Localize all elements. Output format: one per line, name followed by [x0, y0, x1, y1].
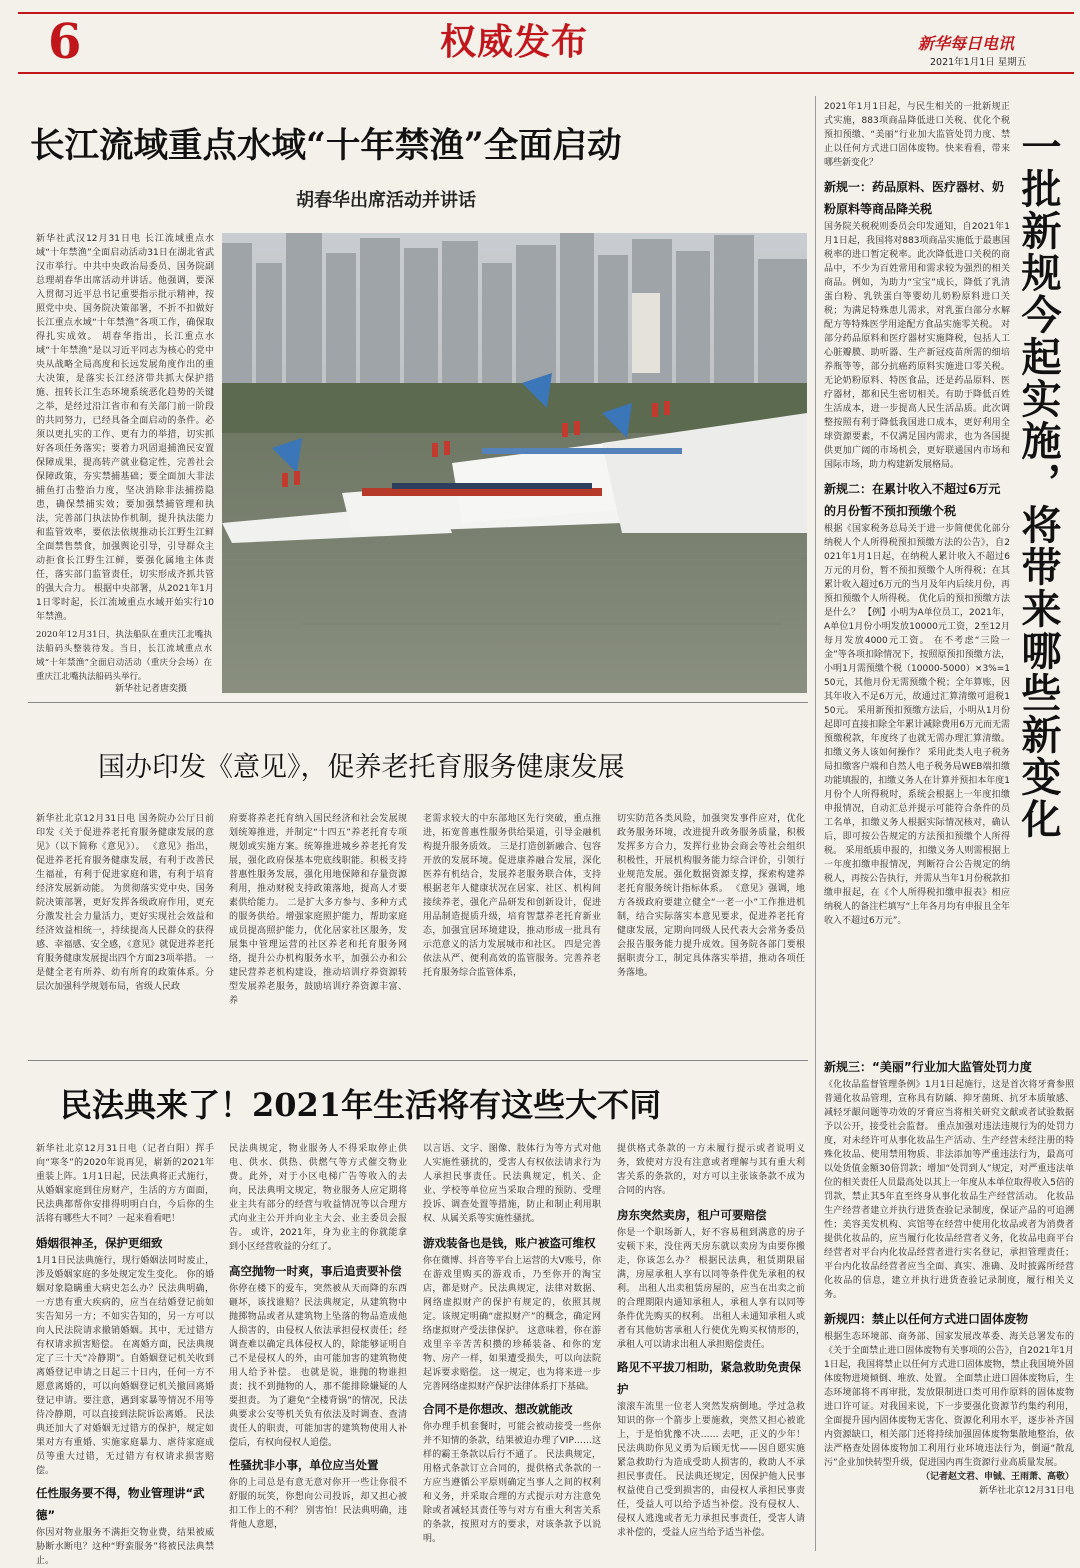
article3-rent-body: 你是一个职场新人，好不容易租到满意的房子安顿下来，没住两天房东就以卖房为由要你搬走，你该怎么办？ 根据民法典，租赁期限届满，房屋承租人享有以同等条件优先承租的权利。 出租人出卖租赁房屋的，应当在出卖之前的合理期限内通知承租人，承租人享有以同等条件优先购买的权利。 出租人未通知承租人或者有其他妨害承租人行使优先购买权情形的，承租人可以请求出租人承担赔偿责任。: [617, 1228, 805, 1350]
sidebar-title: 一批新规今起实施，将带来哪些新变化: [1015, 126, 1062, 840]
article2-col4: 切实防范各类风险，加强突发事件应对，优化政务服务环境，改进提升政务服务质量，积极发挥多方合力，发挥行业协会商会等社会组织积极性，开展机构服务能力综合评价，引领行业规范发展。强化数据资源支撑，探索构建养老托育服务统计指标体系。 《意见》强调，地方各级政府要建立健全“一老一小”工作推进机制，结合实际落实本意见要求，促进养老托育健康发展，定期向同级人民代表大会常务委员会报告服务能力提升成效。国务院各部门要根据职责分工，制定具体落实举措，推动各项任务落地。: [617, 814, 805, 978]
sidebar-rule3-title: 新规三：“美丽”行业加大监管处罚力度: [824, 1060, 1032, 1074]
article3-subhead-rent: 房东突然卖房，租户可要赔偿: [617, 1208, 767, 1222]
article3-col2: [229, 1142, 407, 1547]
article3-falling-body: 你停在楼下的爱车，突然被从天而降的东西砸坏，该找谁赔？民法典规定，从建筑物中抛掷物品或者从建筑物上坠落的物品造成他人损害的，由侵权人依法承担侵权责任；经调查难以确定具体侵权人的，除能够证明自己不是侵权人的外，由可能加害的建筑物使用人给予补偿。 也就是说，谁抛的物谁担责；找不到抛物的人，那不能排除嫌疑的人要担责。 为了避免“全楼背锅”的情况，民法典要求公安等机关负有依法及时调查、查清责任人的职责，可能加害的建筑物使用人补偿后，有权向侵权人追偿。: [229, 1284, 407, 1448]
article2-title: 国办印发《意见》，促养老托育服务健康发展: [98, 752, 625, 783]
article1-title: 长江流域重点水域“十年禁渔”全面启动: [30, 126, 622, 166]
article3-marriage-body: 1月1日民法典施行，现行婚姻法同时废止，涉及婚姻家庭的多处规定发生变化。 你的婚姻对象隐瞒重大病史怎么办？民法典明确，一方患有重大疾病的，应当在结婚登记前如实告知另一方；不如实告知的，另一方可以向人民法院请求撤销婚姻。其中，无过错方有权请求损害赔偿。 在离婚方面，民法典规定了三十天“冷静期”。自婚姻登记机关收到离婚登记申请之日起三十日内，任何一方不愿意离婚的，可以向婚姻登记机关撤回离婚登记申请。要注意，遇到家暴等情况不用等待冷静期，可以直接到法院诉讼离婚。 民法典还加大了对婚姻无过错方的保护，规定如果对方有重婚、实施家庭暴力、虐待家庭成员等重大过错，无过错方有权请求损害赔偿。: [36, 1256, 214, 1476]
article3-subhead-contract: 合同不是你想改、想改就能改: [423, 1402, 573, 1416]
article2-col3: 老需求较大的中东部地区先行突破，重点推进，拓宽普惠性服务供给渠道，引导金融机构提升服务质效。 三是打造创新融合、包容开放的发展环境。促进康养融合发展，深化医养有机结合，发展养老服务联合体，支持根据老年人健康状况在居家、社区、机构间接续养老，强化产品研发和创新设计，促进用品制造提质升级，培育智慧养老托育新业态，加强宜居环境建设，推动形成一批具有示范意义的活力发展城市和社区。 四是完善依法从严、便利高效的监管服务。完善养老托育服务综合监管体系，: [423, 814, 601, 978]
sidebar-lower: [824, 1056, 1074, 1548]
sidebar-rule1-title: 新规一：药品原料、医疗器材、奶粉原料等商品降关税: [824, 180, 1005, 216]
article3-rescue-body: 滚滚车流里一位老人突然发病倒地。学过急救知识的你一个箭步上要施救，突然又担心被讹上，于是怕犹豫不决…… 去吧，正义的少年！民法典助你见义勇为后顾无忧——因自愿实施紧急救助行为造成受助人损害的，救助人不承担民事责任。 民法典还规定，因保护他人民事权益使自己受到损害的，由侵权人承担民事责任，受益人可以给予适当补偿。没有侵权人、侵权人逃逸或者无力承担民事责任，受害人请求补偿的，受益人应当给予适当补偿。: [617, 1402, 805, 1538]
article3-property-body-cont: 民法典规定，物业服务人不得采取停止供电、供水、供热、供燃气等方式催交物业费。此外，对于小区电梯广告等收入的去向，民法典明文规定，物业服务人应定期将业主共有部分的经营与收益情况等以合理方式向业主公开并向业主大会、业主委员会报告。 或许，2021年，身为业主的你就能拿到小区经营收益的分红了。: [229, 1144, 407, 1252]
masthead-top-rule: [18, 12, 1074, 14]
sidebar-rule4-body: 根据生态环境部、商务部、国家发展改革委、海关总署发布的《关于全面禁止进口固体废物有关事项的公告》，自2021年1月1日起，我国将禁止以任何方式进口固体废物，禁止我国境外固体废物进境倾倒、堆放、处置。 全面禁止进口固体废物后，生态环境部将不再审批，发放限制进口类可用作原料的固体废物进口许可证。对我国来说，下一步要强化资源节约集约利用，全面提升国内固体废物无害化、资源化利用水平，逐步补齐国内资源缺口，相关部门还将持续加强固体废物集散地整治，依法严格查处固体废物加工利用行业环境违法行为，倒逼“散乱污”企业加快转型升级，促进国内再生资源行业高质量发展。: [824, 1332, 1074, 1468]
sidebar-rule2-title: 新规二：在累计收入不超过6万元的月份暂不预扣预缴个税: [824, 482, 1001, 518]
article3-contract-body-cont: 提供格式条款的一方未履行提示或者说明义务，致使对方没有注意或者理解与其有重大利害关系的条款的，对方可以主张该条款不成为合同的内容。: [617, 1144, 805, 1196]
masthead: [0, 0, 1080, 90]
article3-subhead-virtual: 游戏装备也是钱，账户被盗可维权: [423, 1236, 596, 1250]
sidebar-dateline: 新华社北京12月31日电: [979, 1486, 1074, 1496]
article3-harassment-body-cont: 以言语、文字、图像、肢体行为等方式对他人实施性骚扰的，受害人有权依法请求行为人承担民事责任。民法典规定，机关、企业、学校等单位应当采取合理的预防、受理投诉、调查处置等措施，防止和制止利用职权、从属关系等实施性骚扰。: [423, 1144, 601, 1224]
article3-col4: [617, 1142, 805, 1547]
article3-contract-body: 你办理手机套餐时，可能会被动接受一些你并不知情的条款，结果被迫办理了VIP……这样的霸王条款以后行不通了。 民法典规定，用格式条款订立合同的，提供格式条款的一方应当遵循公平原则确定当事人之间的权利和义务，并采取合理的方式提示对方注意免除或者减轻其责任等与对方有重大利害关系的条款，按照对方的要求，对该条款予以说明。: [423, 1422, 601, 1544]
boats-photo-illustration: [222, 233, 807, 693]
article1-subtitle: 胡春华出席活动并讲话: [296, 190, 476, 211]
article2-col2: 府要将养老托育纳入国民经济和社会发展规划统筹推进，并制定“十四五”养老托育专项规划或实施方案。统筹推进城乡养老托育发展，强化政府保基本兜底线职能。积极支持普惠性服务发展，强化用地保障和存量资源利用，推动财税支持政策落地，提高人才要素供给能力。 二是扩大多方参与、多种方式的服务供给。增强家庭照护能力，帮助家庭成员提高照护能力，优化居家社区服务，发展集中管理运营的社区养老和托育服务网络，提升公办机构服务水平，加强公办和公建民营养老机构建设，推动培训疗养资源转型发展养老服务，鼓励培训疗养资源丰富、养: [229, 814, 407, 1006]
article3-title: 民法典来了！2021年生活将有这些大不同: [60, 1086, 662, 1124]
article2-rule: [28, 702, 808, 703]
article3-harassment-body: 你的上司总是有意无意对你开一些让你很不舒服的玩笑，你想向公司投诉，却又担心被扣工作上的不利？ 别害怕！民法典明确，违背他人意愿，: [229, 1478, 407, 1530]
article1-body: 新华社武汉12月31日电 长江流域重点水域“十年禁渔”全面启动活动31日在湖北省武汉市举行。中共中央政治局委员、国务院副总理胡春华出席活动并讲话。他强调，要深入贯彻习近平总书记重要指示批示精神，按照党中央、国务院决策部署，不折不扣做好长江重点水域“十年禁渔”各项工作，确保取得扎实成效。 胡春华指出，长江重点水域“十年禁渔”是以习近平同志为核心的党中央从战略全局高度和长远发展角度作出的重大决策，是落实长江经济带共抓大保护措施、扭转长江生态环境系统恶化趋势的关键之举，是经过沿江省市和有关部门前一阶段的共同努力，已经具备全面启动的条件。必须以更扎实的工作、更有力的举措，切实抓好各项任务落实；要着力巩固退捕渔民安置保障成果，提高转产就业稳定性，完善社会保障政策，夯实禁捕基础；要全面加大非法捕鱼打击整治力度，坚决消除非法捕捞隐患，确保禁捕实效；要加强禁捕管理和执法，完善部门执法协作机制，提升执法能力和监管效率，要依法依规推动长江野生江鲜全面禁售禁食，加强舆论引导，引导群众主动拒食长江野生江鲜，要强化属地主体责任，落实部门监管责任，切实形成齐抓共管的强大合力。 根据中央部署，从2021年1月1日零时起，长江流域重点水域开始实行10年禁渔。: [36, 234, 214, 622]
masthead-bottom-rule: [18, 72, 1074, 74]
article3-subhead-marriage: 婚姻很神圣，保护更细致: [36, 1236, 163, 1250]
sidebar-intro: 2021年1月1日起，与民生相关的一批新规正式实施，883项商品降低进口关税、优化个税预扣预缴、“美丽”行业加大监管处罚力度、禁止以任何方式进口固体废物。快来看看，带来哪些新变化？: [824, 102, 1010, 168]
page-number: 6: [48, 14, 82, 70]
brand-logo: 新华每日电讯: [918, 34, 1015, 53]
article3-col1: [36, 1142, 214, 1566]
sidebar-rule3-body: 《化妆品监督管理条例》1月1日起施行，这是首次将牙膏参照普通化妆品管理，宣称具有防龋、抑牙菌斑、抗牙本质敏感、减轻牙龈问题等功效的牙膏应当将相关研究文献或者试验数据予以公开，接受社会监督。 重点加强对违法违规行为的处罚力度，对未经许可从事化妆品生产活动、生产经营未经注册的特殊化妆品、使用禁用物质、非法添加等严重违法行为，最高可以处货值金额30倍罚款；增加“处罚到人”规定，对严重违法单位的相关责任人员最高处以其上一年度从本单位取得收入5倍的罚款，禁止其5年直至终身从事化妆品生产经营活动。 化妆品生产经营者建立并执行进货查验记录制度，保证产品的可追溯性；美容美发机构、宾馆等在经营中使用化妆品或者为消费者提供化妆品的，应当履行化妆品经营者义务，化妆品电商平台经营者对平台内化妆品经营者进行实名登记，承担管理责任；平台内化妆品经营者应当全面、真实、准确、及时披露所经营化妆品的信息，建立并执行进货查验记录制度，履行相关义务。: [824, 1080, 1074, 1300]
sidebar-rule2-body: 根据《国家税务总局关于进一步简便优化部分纳税人个人所得税预扣预缴方法的公告》，自2021年1月1日起，在纳税人累计收入不超过6万元的月份，暂不预扣预缴个人所得税；在其累计收入超过6万元的当月及年内后续月份，再预扣预缴个人所得税。 优化后的预扣预缴方法是什么？ 【例】小明为A单位员工，2021年，A单位1月份小明发放10000元工资，2至12月每月发放4000元工资。 在不考虑“三险一金”等各项扣除情况下，按照原预扣预缴方法，小明1月需预缴个税（10000-5000）×3%=150元，其他月份无需预缴个税；全年算账，因其年收入不足6万元，故通过汇算清缴可退税150元。 采用新预扣预缴方法后，小明从1月份起即可直接扣除全年累计减除费用6万元而无需预缴税款，年度终了也就无需办理汇算清缴。 扣缴义务人该如何操作？ 采用此类人电子税务局扣缴客户端和自然人电子税务局WEB端扣缴功能填报的，扣缴义务人在计算并预扣本年度1月份个人所得税时，系统会根据上一年度扣缴申报情况，自动汇总并提示可能符合条件的员工名单，扣缴义务人根据实际情况核对，确认后，即可按公告规定的方法预扣预缴个人所得税。 采用纸质申报的，扣缴义务人则需根据上一年度扣缴申报情况，判断符合公告规定的纳税人，再按公告执行，并需从当年1月份税款扣缴申报起，在《个人所得税扣缴申报表》相应纳税人的备注栏填写“上年各月均有申报且全年收入不超过6万元”。: [824, 524, 1010, 926]
boats-photo: [222, 233, 807, 693]
photo-credit: 新华社记者唐奕摄: [115, 684, 188, 694]
sidebar-credit: （记者赵文君、申铖、王雨萧、高敬）: [920, 1472, 1074, 1482]
issue-date: 2021年1月1日 星期五: [930, 57, 1027, 68]
article3-subhead-harassment: 性骚扰非小事，单位应当处置: [229, 1458, 379, 1472]
article2-col1: 新华社北京12月31日电 国务院办公厅日前印发《关于促进养老托育服务健康发展的意见》（以下简称《意见》）。 《意见》指出，促进养老托育服务健康发展，有利于改善民生福祉，有利于促进家庭和谐，有利于培育经济发展新动能。 为贯彻落实党中央、国务院决策部署，更好发挥各级政府作用，更充分激发社会力量活力，更好实现社会效益和经济效益相统一，持续提高人民群众的获得感、幸福感、安全感，《意见》就促进养老托育服务健康发展提出四个方面23项举措。 一是健全老有所养、幼有所育的政策体系。分层次加强科学规划布局，省级人民政: [36, 814, 214, 992]
article3-subhead-rescue: 路见不平拔刀相助，紧急救助免责保护: [617, 1360, 801, 1396]
sidebar-rule1-body: 国务院关税税则委员会印发通知，自2021年1月1日起，我国将对883项商品实施低于最惠国税率的进口暂定税率。此次降低进口关税的商品中，不少为百姓常用和需求较为强烈的相关商品。例如，为助力“宝宝”成长，降低了乳清蛋白粉、乳铁蛋白等婴幼儿奶粉原料进口关税；为满足特殊患儿需求，对乳蛋白部分水解配方等特殊医学用途配方食品实施零关税。 对部分药品原料和医疗器材实施降税，包括人工心脏瓣膜、助听器、生产新冠疫苗所需的细培养瓶等等，部分抗癌药原料实施进口零关税。 无论奶粉原料、特医食品，还是药品原料、医疗器材，都和民生密切相关。有助于降低百姓生活成本，进一步提高人民生活品质。此次调整按照有利于降低我国进口成本，更好利用全球资源要素，不仅满足国内需求，也为各国提供更加广阔的市场机会，更好联通国内市场和国际市场，助力构建新发展格局。: [824, 222, 1010, 470]
divider-vertical: [815, 96, 816, 1551]
article3-intro: 新华社北京12月31日电（记者白阳）挥手向“寒冬”的2020年说再见，崭新的2021年重装上阵。1月1日起，民法典将正式施行，从婚姻家庭到住房财产，生活的方方面面，民法典都帮你安排得明明白白，今后你的生活将有哪些大不同？一起来看看吧！: [36, 1144, 214, 1224]
article3-col3: [423, 1142, 601, 1547]
section-title: 权威发布: [440, 21, 589, 63]
article3-subhead-falling: 高空抛物一时爽，事后追责要补偿: [229, 1264, 402, 1278]
article3-rule: [28, 1060, 808, 1061]
article3-virtual-body: 你在微博、抖音等平台上运营的大V账号，你在游戏里购买的游戏币，乃至你开的淘宝店，都是财产。民法典规定，法律对数据、网络虚拟财产的保护有规定的，依照其规定。该规定明确“虚拟财产”的概念，确定网络虚拟财产受法律保护。 这意味着，你在游戏里辛辛苦苦积攒的珍稀装备、和你的宠物、房产一样，如果遭受损失，可以向法院起诉要求赔偿。 这一规定，也为将来进一步完善网络虚拟财产保护法律体系打下基础。: [423, 1256, 601, 1392]
sidebar-rule4-title: 新规四：禁止以任何方式进口固体废物: [824, 1312, 1029, 1326]
article3-subhead-property: 任性服务要不得，物业管理讲“武德”: [36, 1486, 205, 1522]
article3-property-body: 你因对物业服务不满拒交物业费，结果被威胁断水断电？这种“野蛮服务”将被民法典禁止。: [36, 1528, 214, 1566]
photo-caption: 2020年12月31日，执法船队在重庆江北嘴执法船码头整装待发。当日，长江流域重点水域“十年禁渔”全面启动活动（重庆分会场）在重庆江北嘴执法船码头举行。: [36, 630, 212, 682]
